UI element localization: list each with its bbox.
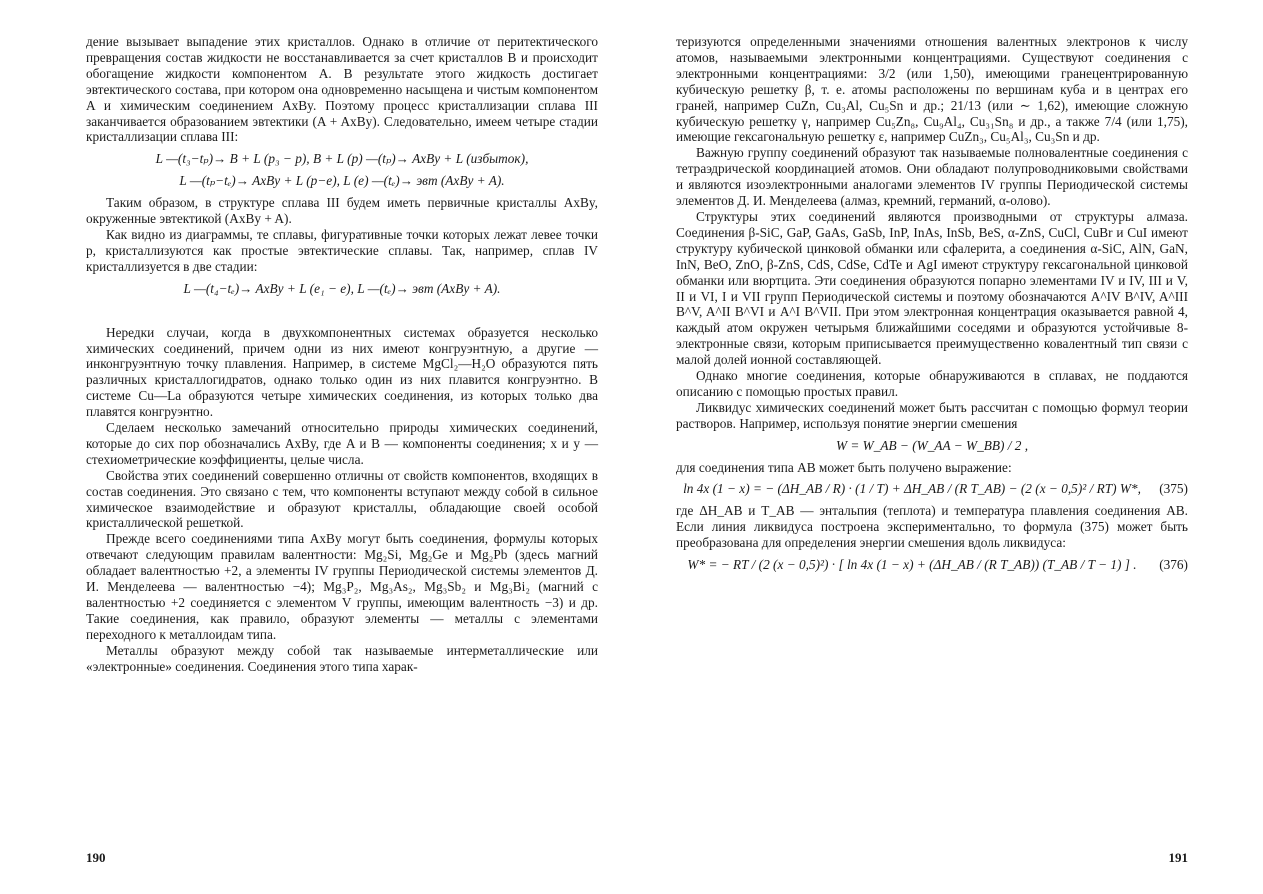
paragraph: Металлы образуют между собой так называемые интерметаллические или «электронные» соединения. Соединения этого типа харак- [86,642,598,674]
page-number: 191 [1168,850,1188,866]
formula-stages-line-1: L —(t₃−tₚ)→ B + L (p₃ − p), B + L (p) —(tₚ)→ AxBy + L (избыток), [155,151,529,167]
paragraph: теризуются определенными значениями отношения валентных электронов к числу атомов, называемыми электронными концентрациями. Существуют соединения с электронными концентрациями: 3/2 (или 1,50), имеющими гранецентрированную кубическую решетку β, т. е. атомы расположены по вершинам куба и в центрах его граней, например CuZn, Cu₃Al, Cu₅Sn и др.; 21/13 (или ∼ 1,62), имеющие сложную кубическую решетку γ, например Cu₅Zn₈, Cu₉Al₄, Cu₃₁Sn₈ и др., а также 7/4 (или 1,75), имеющие гексагональную решетку ε, например CuZn₃, Cu₅Al₃, Cu₃Sn и др. [676,34,1188,145]
paragraph: Прежде всего соединениями типа AxBy могут быть соединения, формулы которых отвечают следующим правилам валентности: Mg₂Si, Mg₂Ge и Mg₂Pb (здесь магний обладает валентностью +2, а элементы IV группы Периодической системы элементов Д. И. Менделеева — валентностью −4); Mg₃P₂, Mg₃As₂, Mg₃Sb₂ и Mg₃Bi₂ (магний с валентностью +2 соединяется с элементом V группы, имеющим валентность −3) и др. Такие соединения, как правило, образуют элементы — металлы с элементами переходного к металлоидам типа. [86,531,598,642]
paragraph: Сделаем несколько замечаний относительно природы химических соединений, которые до сих пор обозначались AxBy, где A и B — компоненты соединения; x и y — стехиометрические коэффициенты, целые числа. [86,420,598,467]
paragraph: Структуры этих соединений являются производными от структуры алмаза. Соединения β-SiC, GaP, GaAs, GaSb, InP, InAs, InSb, BeS, α-ZnS, CuCl, CuBr и CuI имеют структуру кубической цинковой обманки или сфалерита, а соединения α-SiC, AlN, GaN, InN, BeO, ZnO, β-ZnS, CdS, CdSe, CdTe и AgI имеют структуру гексагональной цинковой обманки или вюртцита. Эти соединения образуются попарно элементами IV и IV, III и V, II и VI, I и VII групп Периодической системы и поэтому обозначаются A^IV B^IV, A^III B^V, A^II B^VI и A^I B^VII. При этом электронная концентрация оказывается равной 4, каждый атом окружен четырьмя ближайшими соседями и образуются устойчивые 8-электронные связи, которым приписывается преимущественно ковалентный тип связи с малой долей ионной составляющей. [676,208,1188,368]
formula-mixing-energy: W = W_AB − (W_AA − W_BB) / 2 , [835,437,1029,453]
equation-number-376: (376) [1159,557,1188,573]
formula-375-body: ln 4x (1 − x) = − (ΔH_AB / R) · (1 / T) + ΔH_AB / (R T_AB) − (2 (x − 0,5)² / RT) W*, [683,481,1141,497]
formula-376-body: W* = − RT / (2 (x − 0,5)²) · [ ln 4x (1 − x) + (ΔH_AB / (R T_AB)) (T_AB / T − 1) ] . [687,557,1137,573]
paragraph: Ликвидус химических соединений может быть рассчитан с помощью формул теории растворов. Например, используя понятие энергии смешения [676,399,1188,431]
paragraph: Нередки случаи, когда в двухкомпонентных системах образуется несколько химических соединений, причем одни из них имеют конгруэнтную, а другие — инконгруэнтную точку плавления. Например, в системе MgCl₂—H₂O образуются пять различных кристаллогидратов, однако только один из них плавится конгруэнтно. В системе Cu—La образуются четыре химических соединения, из которых только два плавятся конгруэнтно. [86,324,598,420]
page-number: 190 [86,850,106,866]
paragraph: Однако многие соединения, которые обнаруживаются в сплавах, не поддаются описанию с помощью простых правил. [676,368,1188,399]
paragraph: Таким образом, в структуре сплава III будем иметь первичные кристаллы AxBy, окруженные эвтектикой (AxBy + A). [86,195,598,227]
formula-stages-line-2: L —(tₚ−tₑ)→ AxBy + L (p−e), L (e) —(tₑ)→ эвт (AxBy + A). [179,173,505,189]
equation-number-375: (375) [1159,481,1188,497]
formula-375 [676,481,1188,497]
paragraph: дение вызывает выпадение этих кристаллов. Однако в отличие от перитектического превращения состав жидкости не восстанавливается за счет кристаллов B и происходит обогащение жидкости компонентом A. В результате этого жидкость достигает эвтектического состава, при котором она одновременно насыщена и чистым компонентом A и химическим соединением AxBy. Поэтому процесс кристаллизации сплава III заканчивается образованием эвтектики (A + AxBy). Следовательно, имеем четыре стадии кристаллизации сплава III: [86,34,598,145]
paragraph: Как видно из диаграммы, те сплавы, фигуративные точки которых лежат левее точки p, кристаллизуются как простые эвтектические сплавы. Так, например, сплав IV кристаллизуется в две стадии: [86,226,598,274]
paragraph: для соединения типа AB может быть получено выражение: [676,459,1012,475]
formula-376 [676,557,1188,573]
paragraph: Важную группу соединений образуют так называемые полновалентные соединения с тетраэдрической координацией атомов. Они обладают полупроводниковыми свойствами и являются изоэлектронными аналогами элементов IV группы Периодической системы элементов Д. И. Менделеева (алмаз, кремний, германий, α-олово). [676,145,1188,209]
right-page [676,34,1188,864]
paragraph: Свойства этих соединений совершенно отличны от свойств компонентов, входящих в состав соединения. Это связано с тем, что компоненты вступают между собой в сильное химическое взаимодействие и образуют кристаллы, обладающие своей особой кристаллической решеткой. [86,467,598,531]
paragraph: где ΔH_AB и T_AB — энтальпия (теплота) и температура плавления соединения AB. Если линия ликвидуса построена экспериментально, то формула (375) может быть преобразована для определения энергии смешения вдоль ликвидуса: [676,503,1188,551]
left-page [86,34,598,864]
formula-stages-alloy-iv: L —(t₄−tₑ)→ AxBy + L (e₁ − e), L —(tₑ)→ эвт (AxBy + A). [183,280,501,296]
